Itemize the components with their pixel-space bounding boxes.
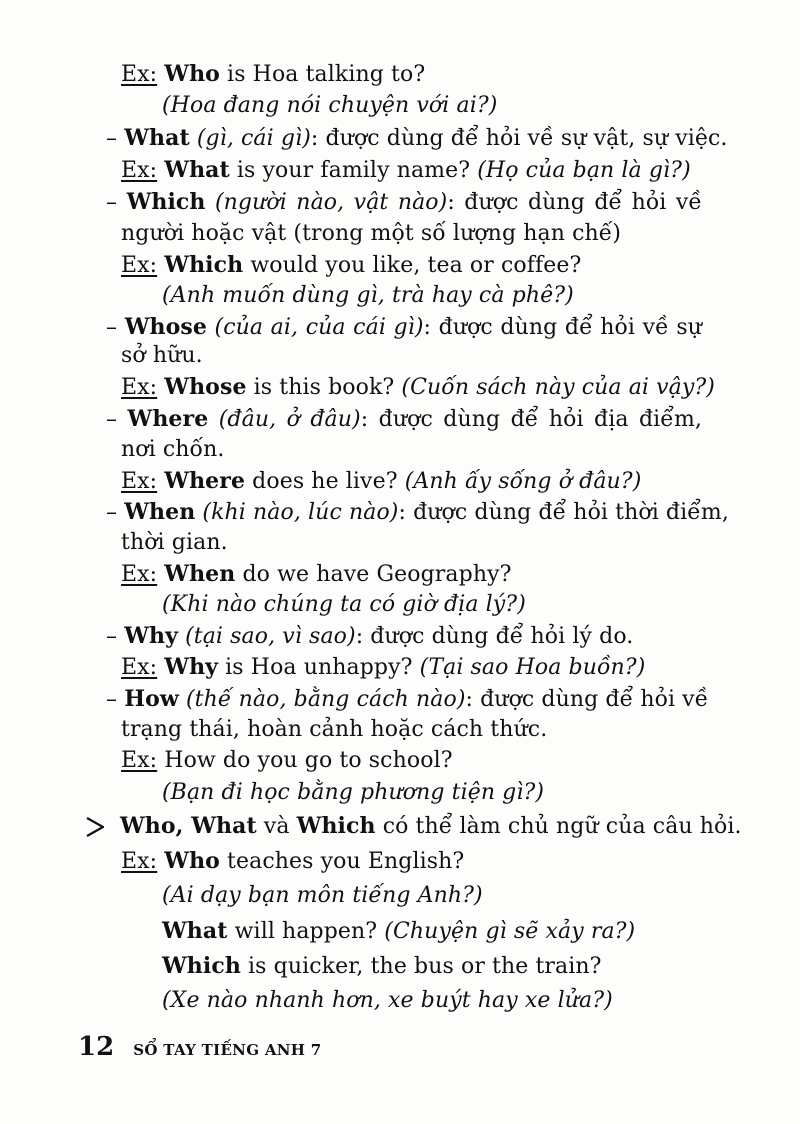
book-title: SỔ TAY TIẾNG ANH 7 <box>133 1041 322 1059</box>
example-label: Ex: <box>121 62 158 87</box>
text-run: : được dùng để hỏi địa điểm, <box>360 407 702 432</box>
keyword: Who <box>164 61 220 87</box>
text-run: is this book? <box>246 375 402 400</box>
page-number: 12 <box>78 1032 115 1062</box>
keyword: How <box>124 686 179 712</box>
text-line <box>106 313 702 342</box>
text-run: is your family name? <box>229 158 478 183</box>
translation: (Khi nào chúng ta có giờ địa lý?) <box>162 592 526 617</box>
text-line <box>120 812 742 841</box>
text-run: – <box>106 190 127 215</box>
text-run: will happen? <box>227 919 385 944</box>
keyword: Why <box>164 654 219 680</box>
text-run: – <box>106 687 125 712</box>
text-line <box>106 685 709 714</box>
text-run: có thể làm chủ ngữ của câu hỏi. <box>375 814 742 839</box>
text-line <box>162 282 574 310</box>
text-run: : được dùng để hỏi về <box>465 687 709 712</box>
translation: (Anh ấy sống ở đâu?) <box>404 469 642 494</box>
text-line <box>121 847 464 876</box>
text-line <box>106 622 633 651</box>
text-line <box>162 882 483 910</box>
text-run: – <box>106 500 125 525</box>
text-run: – <box>106 407 128 432</box>
example-label: Ex: <box>121 655 158 680</box>
text-run: sở hữu. <box>121 343 203 368</box>
page-footer <box>78 1032 322 1062</box>
text-line <box>121 342 203 370</box>
example-label: Ex: <box>121 748 158 773</box>
text-line <box>162 952 602 981</box>
keyword: Which <box>162 953 241 979</box>
text-run: : được dùng để hỏi về <box>447 190 702 215</box>
keyword: When <box>124 499 196 525</box>
arrow-bullet-icon <box>86 817 104 837</box>
keyword: Where <box>164 468 246 494</box>
translation: (Ai dạy bạn môn tiếng Anh?) <box>162 883 483 908</box>
keyword: Why <box>124 623 178 649</box>
text-run: nơi chốn. <box>121 437 225 462</box>
text-line <box>121 60 425 89</box>
text-run: : được dùng để hỏi về sự <box>423 315 703 340</box>
text-run: : được dùng để hỏi lý do. <box>355 624 634 649</box>
text-line <box>121 747 453 775</box>
text-line <box>162 917 635 946</box>
example-label: Ex: <box>121 562 158 587</box>
text-line <box>121 560 512 589</box>
text-line <box>121 436 224 464</box>
keyword: Whose <box>124 314 207 340</box>
keyword: Who <box>164 848 220 874</box>
example-label: Ex: <box>121 253 158 278</box>
translation: (Anh muốn dùng gì, trà hay cà phê?) <box>162 283 574 308</box>
text-run: – <box>106 126 125 151</box>
text-run: : được dùng để hỏi thời điểm, <box>398 500 729 525</box>
text-run: is quicker, the bus or the train? <box>240 954 602 979</box>
keyword: Whose <box>164 374 247 400</box>
translation: (Họ của bạn là gì?) <box>477 158 691 183</box>
keyword: What <box>162 918 228 944</box>
text-line <box>106 124 728 153</box>
text-run: và <box>256 814 297 839</box>
translation: (Cuốn sách này của ai vậy?) <box>401 375 715 400</box>
example-label: Ex: <box>121 375 158 400</box>
text-line <box>121 373 715 402</box>
text-line <box>121 653 645 682</box>
translation: (thế nào, bằng cách nào) <box>178 687 466 712</box>
translation: (Xe nào nhanh hơn, xe buýt hay xe lửa?) <box>162 988 613 1013</box>
keyword: When <box>164 561 236 587</box>
text-run: – <box>106 624 125 649</box>
example-label: Ex: <box>121 158 158 183</box>
translation: (khi nào, lúc nào) <box>195 500 399 525</box>
translation: (người nào, vật nào) <box>205 190 448 215</box>
keyword: What <box>124 125 190 151</box>
text-run: do we have Geography? <box>235 562 512 587</box>
translation: (của ai, của cái gì) <box>206 315 424 340</box>
text-line <box>162 92 497 120</box>
example-label: Ex: <box>121 849 158 874</box>
text-run: teaches you English? <box>219 849 465 874</box>
translation: (tại sao, vì sao) <box>178 624 356 649</box>
example-label: Ex: <box>121 469 158 494</box>
text-line <box>121 529 228 557</box>
text-line <box>121 716 547 744</box>
text-line <box>106 498 729 527</box>
keyword: Which <box>126 189 206 215</box>
translation: (Chuyện gì sẽ xảy ra?) <box>384 919 636 944</box>
text-line <box>121 251 581 280</box>
keyword: Where <box>127 406 209 432</box>
translation: (đâu, ở đâu) <box>208 407 361 432</box>
translation: (Bạn đi học bằng phương tiện gì?) <box>162 780 545 805</box>
text-line <box>106 405 702 434</box>
keyword: What <box>164 157 230 183</box>
text-run: : được dùng để hỏi về sự vật, sự việc. <box>310 126 728 151</box>
text-run: is Hoa unhappy? <box>218 655 420 680</box>
text-line <box>162 987 613 1015</box>
text-line <box>162 591 526 619</box>
text-line <box>106 188 702 217</box>
text-run: – <box>106 315 125 340</box>
translation: (Tại sao Hoa buồn?) <box>419 655 646 680</box>
text-run: trạng thái, hoàn cảnh hoặc cách thức. <box>121 717 548 742</box>
text-line <box>121 220 621 248</box>
text-line <box>121 467 641 496</box>
text-run: is Hoa talking to? <box>219 62 426 87</box>
text-run: would you like, tea or coffee? <box>243 253 582 278</box>
text-line <box>121 156 691 185</box>
keyword: Who, What <box>120 813 257 839</box>
translation: (Hoa đang nói chuyện với ai?) <box>162 93 498 118</box>
keyword: Which <box>164 252 244 278</box>
keyword: Which <box>296 813 376 839</box>
text-run: người hoặc vật (trong một số lượng hạn chế) <box>121 221 622 246</box>
translation: (gì, cái gì) <box>189 126 311 151</box>
text-run: thời gian. <box>121 530 228 555</box>
text-run: How do you go to school? <box>157 748 453 773</box>
text-run: does he live? <box>245 469 405 494</box>
text-line <box>162 779 544 807</box>
